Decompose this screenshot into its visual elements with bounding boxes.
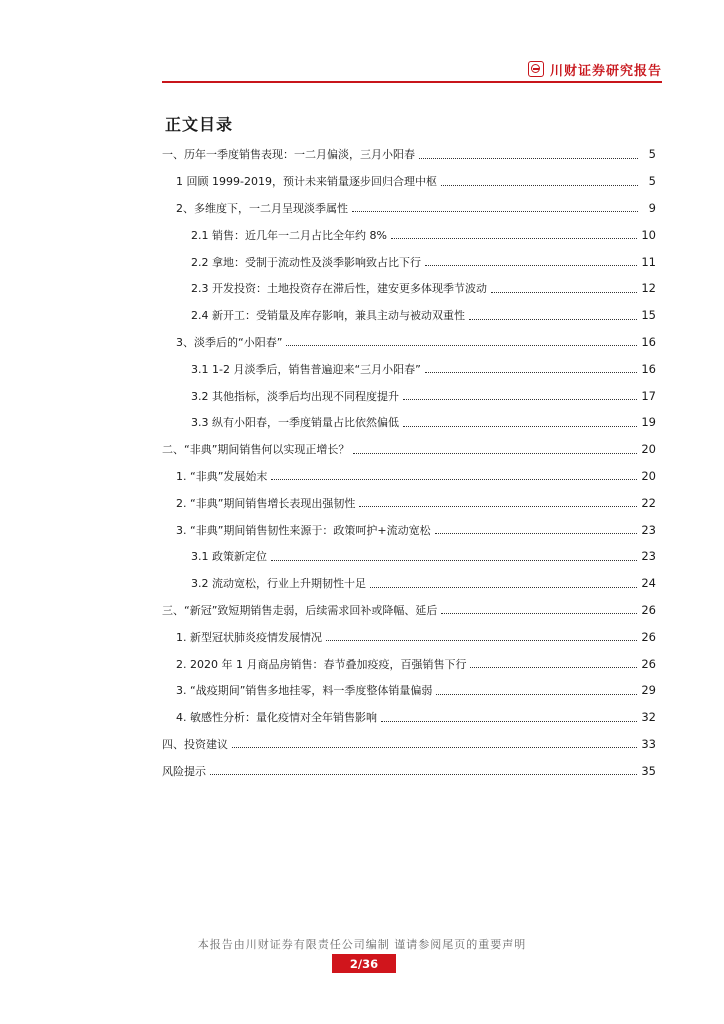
toc-entry-page: 22 (641, 495, 656, 510)
toc-entry-page: 35 (641, 763, 656, 778)
toc-entry[interactable] (162, 543, 656, 570)
toc-entry-page: 5 (648, 147, 656, 162)
footer-disclaimer: 本报告由川财证券有限责任公司编制 谨请参阅尾页的重要声明 (197, 938, 527, 951)
toc-leader-dots (403, 426, 637, 427)
toc-entry-title: 2.4 新开工：受销量及库存影响，兼具主动与被动双重性 (191, 309, 465, 323)
toc-entry-page: 23 (641, 522, 656, 537)
toc-entry[interactable] (162, 489, 656, 516)
toc-leader-dots (210, 774, 637, 775)
toc-leader-dots (353, 453, 637, 454)
toc-leader-dots (271, 560, 637, 561)
toc-leader-dots (271, 479, 637, 480)
toc-entry-title: 3.2 流动宽松，行业上升期韧性十足 (191, 577, 366, 591)
toc-entry-page: 12 (641, 281, 656, 296)
toc-entry-page: 10 (641, 227, 656, 242)
toc-entry-page: 9 (648, 200, 656, 215)
toc-entry[interactable] (162, 704, 656, 731)
toc-entry-page: 5 (648, 174, 656, 189)
toc-leader-dots (391, 238, 637, 239)
toc-leader-dots (491, 292, 637, 293)
toc-entry-page: 15 (641, 308, 656, 323)
toc-entry-title: 2、多维度下，一二月呈现淡季属性 (176, 201, 348, 215)
toc-entry-page: 16 (641, 361, 656, 376)
toc-entry[interactable] (162, 757, 656, 784)
toc-entry[interactable] (162, 275, 656, 302)
toc-entry-title: 2. “非典”期间销售增长表现出强韧性 (176, 496, 356, 510)
toc-entry[interactable] (162, 248, 656, 275)
toc-entry-page: 32 (641, 710, 656, 725)
toc-entry-title: 2.3 开发投资：土地投资存在滞后性，建安更多体现季节波动 (191, 282, 487, 296)
toc-leader-dots (436, 694, 637, 695)
toc-entry-title: 四、投资建议 (162, 737, 228, 751)
toc-entry[interactable] (162, 355, 656, 382)
toc-leader-dots (441, 185, 638, 186)
chuancai-logo-icon (528, 61, 544, 77)
toc-entry[interactable] (162, 329, 656, 356)
toc-entry[interactable] (162, 221, 656, 248)
header-brand (528, 58, 662, 80)
toc-entry[interactable] (162, 677, 656, 704)
toc-leader-dots (381, 721, 637, 722)
toc-leader-dots (359, 506, 637, 507)
toc-leader-dots (425, 372, 638, 373)
toc-entry[interactable] (162, 516, 656, 543)
page-title: 正文目录 (165, 115, 234, 134)
toc-leader-dots (469, 319, 637, 320)
toc-entry[interactable] (162, 731, 656, 758)
toc-entry-title: 3.1 政策新定位 (191, 550, 267, 564)
toc-leader-dots (470, 667, 637, 668)
page-number-badge: 2/36 (332, 954, 396, 973)
toc-entry-title: 2. 2020 年 1 月商品房销售：春节叠加疫疫，百强销售下行 (176, 657, 467, 671)
toc-entry-title: 3.2 其他指标，淡季后均出现不同程度提升 (191, 389, 399, 403)
toc-entry-page: 29 (641, 683, 656, 698)
toc-entry[interactable] (162, 570, 656, 597)
toc-entry[interactable] (162, 463, 656, 490)
toc-entry-title: 风险提示 (162, 764, 206, 778)
toc-entry-title: 2.1 销售：近几年一二月占比全年约 8% (191, 228, 387, 242)
toc-entry[interactable] (162, 195, 656, 222)
toc-leader-dots (435, 533, 638, 534)
toc-entry-title: 2.2 拿地：受制于流动性及淡季影响致占比下行 (191, 255, 421, 269)
toc-entry-page: 16 (641, 334, 656, 349)
toc-entry-title: 3、淡季后的“小阳春” (176, 335, 283, 349)
toc-entry-page: 11 (641, 254, 656, 269)
toc-entry-page: 33 (641, 736, 656, 751)
toc-entry[interactable] (162, 650, 656, 677)
toc-entry-page: 26 (641, 602, 656, 617)
toc-entry[interactable] (162, 168, 656, 195)
toc-leader-dots (419, 158, 638, 159)
toc-entry-title: 1. “非典”发展始末 (176, 469, 268, 483)
toc-entry-title: 4. 敏感性分析：量化疫情对全年销售影响 (176, 711, 377, 725)
toc-entry-page: 23 (641, 549, 656, 564)
toc-entry-page: 26 (641, 629, 656, 644)
toc-leader-dots (232, 747, 637, 748)
toc-entry-title: 二、“非典”期间销售何以实现正增长？ (162, 443, 350, 457)
table-of-contents (162, 141, 656, 784)
toc-entry-page: 17 (641, 388, 656, 403)
toc-entry-page: 24 (641, 576, 656, 591)
toc-entry[interactable] (162, 141, 656, 168)
brand-title: 川财证券研究报告 (549, 63, 662, 79)
toc-entry-title: 1. 新型冠状肺炎疫情发展情况 (176, 630, 322, 644)
toc-entry-title: 三、“新冠”致短期销售走弱，后续需求回补或降幅、延后 (162, 603, 438, 617)
toc-entry-title: 3.3 纵有小阳春，一季度销量占比依然偏低 (191, 416, 399, 430)
toc-leader-dots (370, 587, 637, 588)
toc-entry-page: 20 (641, 442, 656, 457)
toc-entry[interactable] (162, 623, 656, 650)
toc-leader-dots (425, 265, 637, 266)
toc-leader-dots (286, 345, 637, 346)
toc-leader-dots (352, 211, 638, 212)
toc-entry-page: 26 (641, 656, 656, 671)
toc-entry-title: 3. “战疫期间”销售多地挂零，料一季度整体销量偏弱 (176, 684, 433, 698)
toc-entry[interactable] (162, 436, 656, 463)
toc-entry-page: 20 (641, 468, 656, 483)
toc-entry[interactable] (162, 382, 656, 409)
toc-leader-dots (326, 640, 637, 641)
toc-entry-page: 19 (641, 415, 656, 430)
toc-entry-title: 3. “非典”期间销售韧性来源于：政策呵护+流动宽松 (176, 523, 431, 537)
header-divider (162, 81, 662, 83)
toc-entry[interactable] (162, 302, 656, 329)
toc-entry-title: 一、历年一季度销售表现：一二月偏淡，三月小阳春 (162, 148, 415, 162)
toc-leader-dots (403, 399, 637, 400)
toc-entry[interactable] (162, 597, 656, 624)
toc-leader-dots (441, 613, 637, 614)
toc-entry[interactable] (162, 409, 656, 436)
toc-entry-title: 3.1 1-2 月淡季后，销售普遍迎来“三月小阳春” (191, 362, 421, 376)
toc-entry-title: 1 回顾 1999-2019，预计未来销量逐步回归合理中枢 (176, 175, 437, 189)
